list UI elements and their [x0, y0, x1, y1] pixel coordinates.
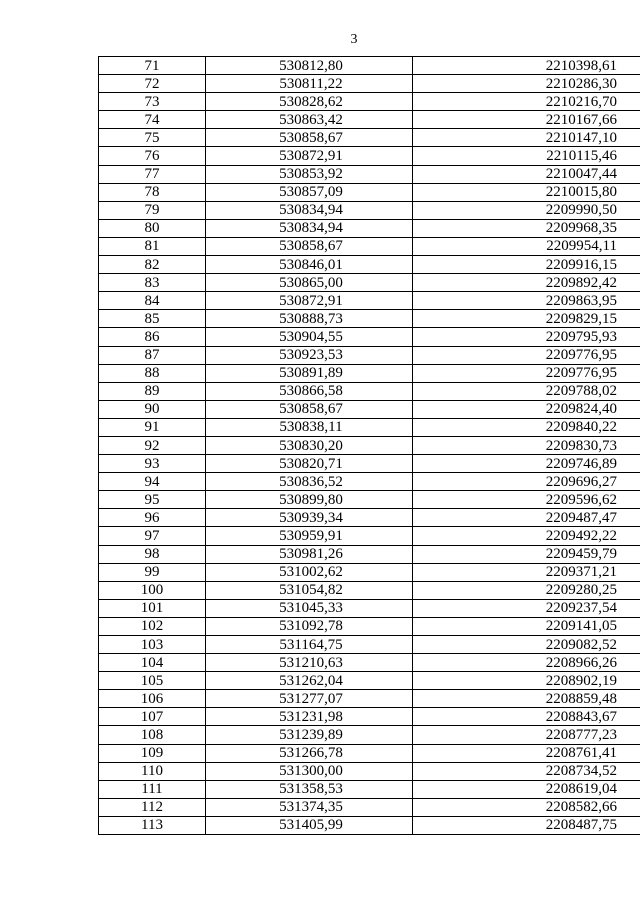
- table-row: [99, 328, 640, 346]
- x-coordinate-cell: 530888,73: [206, 310, 413, 328]
- y-coordinate-cell: 2209746,89: [413, 455, 640, 473]
- point-number-cell: 79: [99, 201, 206, 219]
- table-row: [99, 436, 640, 454]
- y-coordinate-cell: 2209237,54: [413, 599, 640, 617]
- y-coordinate-cell: 2209954,11: [413, 237, 640, 255]
- y-coordinate-cell: 2208966,26: [413, 654, 640, 672]
- point-number-cell: 92: [99, 436, 206, 454]
- y-coordinate-cell: 2210167,66: [413, 111, 640, 129]
- x-coordinate-cell: 530846,01: [206, 256, 413, 274]
- table-row: [99, 364, 640, 382]
- point-number-cell: 80: [99, 219, 206, 237]
- table-row: [99, 292, 640, 310]
- y-coordinate-cell: 2210147,10: [413, 129, 640, 147]
- y-coordinate-cell: 2210015,80: [413, 183, 640, 201]
- y-coordinate-cell: 2210216,70: [413, 93, 640, 111]
- y-coordinate-cell: 2209788,02: [413, 382, 640, 400]
- point-number-cell: 76: [99, 147, 206, 165]
- table-row: [99, 165, 640, 183]
- x-coordinate-cell: 531092,78: [206, 617, 413, 635]
- point-number-cell: 78: [99, 183, 206, 201]
- y-coordinate-cell: 2208619,04: [413, 780, 640, 798]
- point-number-cell: 104: [99, 654, 206, 672]
- point-number-cell: 108: [99, 726, 206, 744]
- y-coordinate-cell: 2209371,21: [413, 563, 640, 581]
- x-coordinate-cell: 531239,89: [206, 726, 413, 744]
- table-row: [99, 183, 640, 201]
- point-number-cell: 103: [99, 636, 206, 654]
- table-row: [99, 274, 640, 292]
- x-coordinate-cell: 530939,34: [206, 509, 413, 527]
- table-row: [99, 346, 640, 364]
- x-coordinate-cell: 530830,20: [206, 436, 413, 454]
- point-number-cell: 81: [99, 237, 206, 255]
- table-row: [99, 762, 640, 780]
- y-coordinate-cell: 2208859,48: [413, 690, 640, 708]
- x-coordinate-cell: 531266,78: [206, 744, 413, 762]
- y-coordinate-cell: 2209776,95: [413, 364, 640, 382]
- x-coordinate-cell: 531277,07: [206, 690, 413, 708]
- x-coordinate-cell: 530863,42: [206, 111, 413, 129]
- point-number-cell: 94: [99, 473, 206, 491]
- table-row: [99, 563, 640, 581]
- point-number-cell: 85: [99, 310, 206, 328]
- point-number-cell: 91: [99, 418, 206, 436]
- x-coordinate-cell: 530872,91: [206, 292, 413, 310]
- x-coordinate-cell: 531231,98: [206, 708, 413, 726]
- x-coordinate-cell: 530866,58: [206, 382, 413, 400]
- x-coordinate-cell: 530853,92: [206, 165, 413, 183]
- x-coordinate-cell: 531045,33: [206, 599, 413, 617]
- point-number-cell: 100: [99, 581, 206, 599]
- point-number-cell: 86: [99, 328, 206, 346]
- point-number-cell: 83: [99, 274, 206, 292]
- table-row: [99, 111, 640, 129]
- table-row: [99, 382, 640, 400]
- point-number-cell: 72: [99, 75, 206, 93]
- table-row: [99, 509, 640, 527]
- x-coordinate-cell: 530838,11: [206, 418, 413, 436]
- x-coordinate-cell: 530857,09: [206, 183, 413, 201]
- point-number-cell: 93: [99, 455, 206, 473]
- y-coordinate-cell: 2209776,95: [413, 346, 640, 364]
- table-row: [99, 708, 640, 726]
- y-coordinate-cell: 2210398,61: [413, 57, 640, 75]
- table-row: [99, 256, 640, 274]
- point-number-cell: 105: [99, 672, 206, 690]
- coordinates-table: [98, 56, 640, 835]
- point-number-cell: 90: [99, 400, 206, 418]
- point-number-cell: 99: [99, 563, 206, 581]
- y-coordinate-cell: 2208843,67: [413, 708, 640, 726]
- table-row: [99, 527, 640, 545]
- point-number-cell: 89: [99, 382, 206, 400]
- y-coordinate-cell: 2210286,30: [413, 75, 640, 93]
- table-row: [99, 237, 640, 255]
- x-coordinate-cell: 530904,55: [206, 328, 413, 346]
- table-row: [99, 491, 640, 509]
- point-number-cell: 98: [99, 545, 206, 563]
- y-coordinate-cell: 2209596,62: [413, 491, 640, 509]
- x-coordinate-cell: 531210,63: [206, 654, 413, 672]
- point-number-cell: 111: [99, 780, 206, 798]
- x-coordinate-cell: 530923,53: [206, 346, 413, 364]
- page-number: 3: [350, 32, 358, 47]
- table-row: [99, 473, 640, 491]
- y-coordinate-cell: 2209795,93: [413, 328, 640, 346]
- table-row: [99, 310, 640, 328]
- y-coordinate-cell: 2209141,05: [413, 617, 640, 635]
- point-number-cell: 102: [99, 617, 206, 635]
- x-coordinate-cell: 531405,99: [206, 816, 413, 834]
- x-coordinate-cell: 531358,53: [206, 780, 413, 798]
- table-row: [99, 219, 640, 237]
- point-number-cell: 95: [99, 491, 206, 509]
- point-number-cell: 73: [99, 93, 206, 111]
- y-coordinate-cell: 2208777,23: [413, 726, 640, 744]
- x-coordinate-cell: 530834,94: [206, 219, 413, 237]
- table-row: [99, 129, 640, 147]
- table-row: [99, 816, 640, 834]
- table-row: [99, 599, 640, 617]
- x-coordinate-cell: 530981,26: [206, 545, 413, 563]
- point-number-cell: 75: [99, 129, 206, 147]
- coordinates-table-body: [99, 57, 640, 835]
- y-coordinate-cell: 2208582,66: [413, 798, 640, 816]
- x-coordinate-cell: 531300,00: [206, 762, 413, 780]
- y-coordinate-cell: 2209696,27: [413, 473, 640, 491]
- y-coordinate-cell: 2209892,42: [413, 274, 640, 292]
- table-row: [99, 654, 640, 672]
- point-number-cell: 109: [99, 744, 206, 762]
- table-row: [99, 690, 640, 708]
- table-row: [99, 672, 640, 690]
- x-coordinate-cell: 530812,80: [206, 57, 413, 75]
- x-coordinate-cell: 530858,67: [206, 129, 413, 147]
- y-coordinate-cell: 2208487,75: [413, 816, 640, 834]
- x-coordinate-cell: 530959,91: [206, 527, 413, 545]
- y-coordinate-cell: 2209840,22: [413, 418, 640, 436]
- point-number-cell: 88: [99, 364, 206, 382]
- y-coordinate-cell: 2208761,41: [413, 744, 640, 762]
- point-number-cell: 71: [99, 57, 206, 75]
- point-number-cell: 97: [99, 527, 206, 545]
- table-row: [99, 400, 640, 418]
- y-coordinate-cell: 2209830,73: [413, 436, 640, 454]
- y-coordinate-cell: 2209487,47: [413, 509, 640, 527]
- y-coordinate-cell: 2210047,44: [413, 165, 640, 183]
- table-row: [99, 545, 640, 563]
- y-coordinate-cell: 2210115,46: [413, 147, 640, 165]
- table-row: [99, 201, 640, 219]
- table-row: [99, 798, 640, 816]
- x-coordinate-cell: 531262,04: [206, 672, 413, 690]
- x-coordinate-cell: 530891,89: [206, 364, 413, 382]
- point-number-cell: 112: [99, 798, 206, 816]
- x-coordinate-cell: 531002,62: [206, 563, 413, 581]
- x-coordinate-cell: 530899,80: [206, 491, 413, 509]
- table-row: [99, 581, 640, 599]
- table-row: [99, 147, 640, 165]
- y-coordinate-cell: 2209829,15: [413, 310, 640, 328]
- y-coordinate-cell: 2209280,25: [413, 581, 640, 599]
- x-coordinate-cell: 530865,00: [206, 274, 413, 292]
- x-coordinate-cell: 530836,52: [206, 473, 413, 491]
- point-number-cell: 106: [99, 690, 206, 708]
- table-row: [99, 744, 640, 762]
- y-coordinate-cell: 2209916,15: [413, 256, 640, 274]
- x-coordinate-cell: 531374,35: [206, 798, 413, 816]
- x-coordinate-cell: 530872,91: [206, 147, 413, 165]
- y-coordinate-cell: 2209968,35: [413, 219, 640, 237]
- table-row: [99, 93, 640, 111]
- table-row: [99, 418, 640, 436]
- x-coordinate-cell: 530811,22: [206, 75, 413, 93]
- y-coordinate-cell: 2209082,52: [413, 636, 640, 654]
- point-number-cell: 96: [99, 509, 206, 527]
- table-row: [99, 726, 640, 744]
- y-coordinate-cell: 2209492,22: [413, 527, 640, 545]
- table-row: [99, 636, 640, 654]
- x-coordinate-cell: 530858,67: [206, 400, 413, 418]
- y-coordinate-cell: 2208734,52: [413, 762, 640, 780]
- point-number-cell: 84: [99, 292, 206, 310]
- table-row: [99, 780, 640, 798]
- y-coordinate-cell: 2209459,79: [413, 545, 640, 563]
- y-coordinate-cell: 2208902,19: [413, 672, 640, 690]
- x-coordinate-cell: 530834,94: [206, 201, 413, 219]
- x-coordinate-cell: 531164,75: [206, 636, 413, 654]
- point-number-cell: 110: [99, 762, 206, 780]
- y-coordinate-cell: 2209990,50: [413, 201, 640, 219]
- table-row: [99, 57, 640, 75]
- y-coordinate-cell: 2209863,95: [413, 292, 640, 310]
- table-row: [99, 617, 640, 635]
- point-number-cell: 107: [99, 708, 206, 726]
- point-number-cell: 113: [99, 816, 206, 834]
- x-coordinate-cell: 530858,67: [206, 237, 413, 255]
- point-number-cell: 74: [99, 111, 206, 129]
- point-number-cell: 77: [99, 165, 206, 183]
- y-coordinate-cell: 2209824,40: [413, 400, 640, 418]
- table-row: [99, 455, 640, 473]
- point-number-cell: 101: [99, 599, 206, 617]
- x-coordinate-cell: 531054,82: [206, 581, 413, 599]
- x-coordinate-cell: 530820,71: [206, 455, 413, 473]
- point-number-cell: 82: [99, 256, 206, 274]
- x-coordinate-cell: 530828,62: [206, 93, 413, 111]
- point-number-cell: 87: [99, 346, 206, 364]
- table-row: [99, 75, 640, 93]
